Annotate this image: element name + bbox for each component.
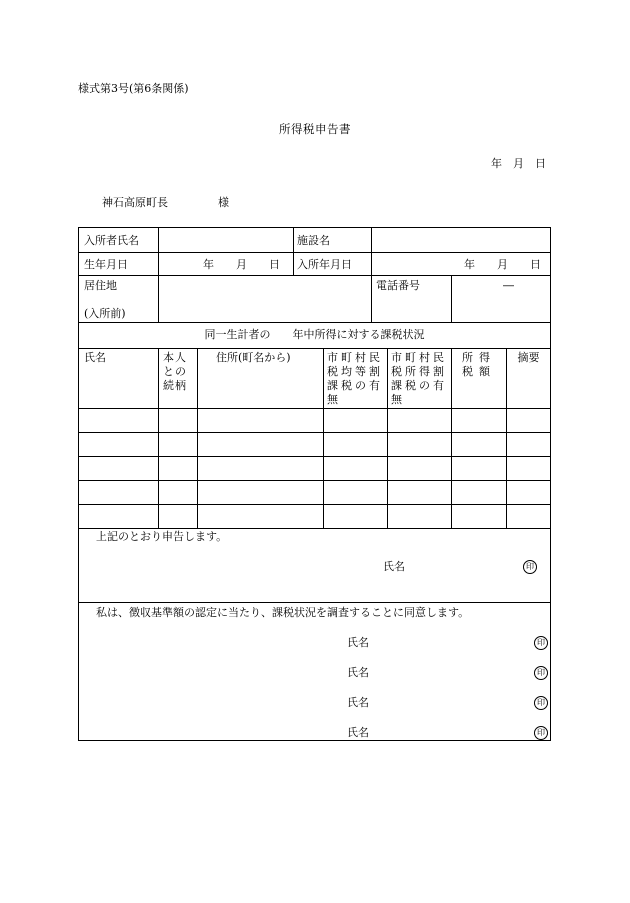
declarant-name-label: 氏名 [383,560,405,573]
consent-name-label: 氏名 [347,726,369,739]
column-address: 住所(町名から) [216,351,291,364]
column-name: 氏名 [84,351,106,364]
admission-date-label: 入所年月日 [297,258,352,271]
table-row[interactable] [79,433,550,456]
column-income-levy: 市町村民税所得割課税の有無 [391,351,447,406]
consent-name-field[interactable] [383,630,523,654]
seal-mark: 印 [534,636,548,650]
submission-date[interactable]: 年 月 日 [491,157,546,170]
consent-name-field[interactable] [383,720,523,740]
resident-name-label: 入所者氏名 [84,234,139,247]
column-income-tax: 所得税額 [462,351,496,378]
admission-date-field[interactable]: 年 月 日 [464,258,541,271]
residence-label: 居住地 [84,279,117,292]
residence-sub-label: (入所前) [84,307,126,320]
consent-name-field[interactable] [383,660,523,684]
table-row[interactable] [79,457,550,480]
tax-declaration-form [78,227,551,741]
column-per-capita-levy: 市町村民税均等割課税の有無 [327,351,383,406]
consent-name-field[interactable] [383,690,523,714]
phone-label: 電話番号 [376,279,420,292]
table-row[interactable] [79,481,550,504]
table-row[interactable] [79,409,550,432]
consent-name-label: 氏名 [347,666,369,679]
addressee-honorific: 様 [218,196,229,209]
page-title: 所得税申告書 [279,122,351,136]
column-notes: 摘要 [517,351,540,364]
addressee-name: 神石高原町長 [102,196,168,209]
table-row[interactable] [79,505,550,528]
resident-name-field[interactable] [159,229,292,251]
consent-text: 私は、徴収基準額の認定に当たり、課税状況を調査することに同意します。 [96,606,470,619]
seal-mark: 印 [534,696,548,710]
addressee [102,194,229,210]
consent-name-label: 氏名 [347,696,369,709]
phone-dash: ― [503,279,514,292]
form-number: 様式第3号(第6条関係) [78,82,189,95]
declaration-text: 上記のとおり申告します。 [96,530,228,543]
declarant-name-field[interactable] [419,554,519,578]
phone-field[interactable] [452,276,549,321]
seal-mark: 印 [534,726,548,740]
birth-date-field[interactable]: 年 月 日 [203,258,280,271]
facility-label: 施設名 [297,234,330,247]
household-table-title: 同一生計者の 年中所得に対する課税状況 [204,328,425,341]
consent-name-label: 氏名 [347,636,369,649]
residence-field[interactable] [159,276,370,321]
column-relation: 本人との続柄 [163,351,187,392]
birth-date-label: 生年月日 [84,258,128,271]
seal-mark: 印 [534,666,548,680]
facility-field[interactable] [372,229,549,251]
seal-mark: 印 [523,560,537,574]
